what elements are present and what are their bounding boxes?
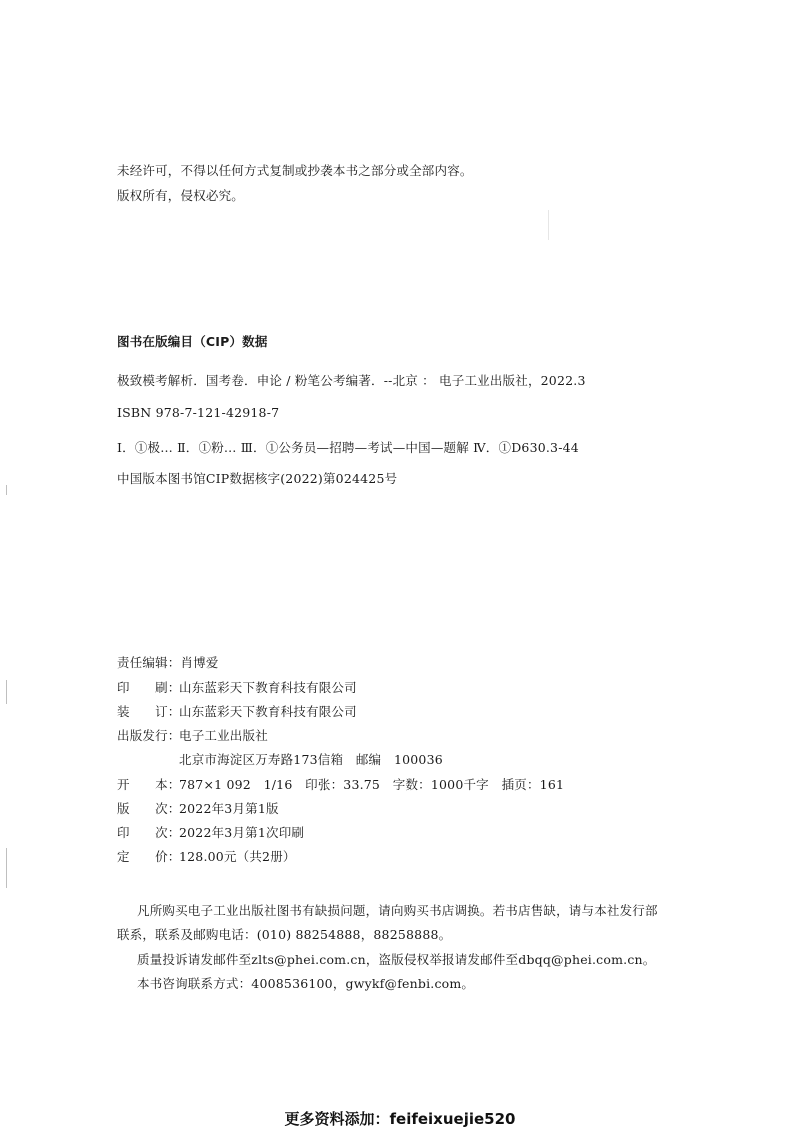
credit-impression [117,825,304,841]
credit-printing-value: 山东蓝彩天下教育科技有限公司 [179,680,357,695]
footer-contact: 更多资料添加：feifeixuejie520 [284,1110,516,1128]
cip-classification: Ⅰ．①极… Ⅱ．①粉… Ⅲ．①公务员—招聘—考试—中国—题解 Ⅳ．①D630.3-44 [117,440,579,455]
scan-artifact [6,848,7,888]
cip-title-line: 极致模考解析．国考卷．申论 / 粉笔公考编著．--北京 ： 电子工业出版社，2022.3 [117,373,586,388]
credit-publisher-label: 出版发行： [117,728,181,743]
cip-heading: 图书在版编目（CIP）数据 [117,334,268,349]
credit-editor-value: 肖博爱 [180,655,219,670]
notice-para3: 本书咨询联系方式：4008536100，gwykf@fenbi.com。 [137,976,475,991]
cip-record: 中国版本图书馆CIP数据核字(2022)第024425号 [117,471,398,486]
notice-para1-line1: 凡所购买电子工业出版社图书有缺损问题，请向购买书店调换。若书店售缺，请与本社发行部 [137,903,658,918]
credit-editor-label: 责任编辑： [117,655,181,670]
credit-impression-value: 2022年3月第1次印刷 [179,825,305,840]
credit-binding [117,704,357,720]
credit-publisher-value: 电子工业出版社 [179,728,268,743]
scan-artifact [6,485,7,495]
cip-isbn: ISBN 978-7-121-42918-7 [117,405,280,420]
credit-printing-label: 印 刷： [117,680,181,695]
credit-format [117,777,564,793]
credit-edition-label: 版 次： [117,801,181,816]
credit-price [117,849,296,865]
credit-binding-label: 装 订： [117,704,181,719]
credit-format-value: 787×1 092 1/16 印张：33.75 字数：1000千字 插页：161 [179,777,565,792]
credit-edition-value: 2022年3月第1版 [179,801,279,816]
copyright-line-1: 未经许可，不得以任何方式复制或抄袭本书之部分或全部内容。 [117,163,473,178]
scan-artifact [6,680,7,704]
notice-para1-line2: 联系，联系及邮购电话：(010) 88254888，88258888。 [117,927,452,942]
credit-binding-value: 山东蓝彩天下教育科技有限公司 [179,704,357,719]
credit-edition [117,801,279,817]
credit-editor [117,655,219,671]
copyright-line-2: 版权所有，侵权必究。 [117,188,245,203]
credit-publisher [117,728,268,744]
credit-format-label: 开 本： [117,777,181,792]
credit-impression-label: 印 次： [117,825,181,840]
credit-printing [117,680,357,696]
credit-price-value: 128.00元（共2册） [179,849,296,864]
credit-address: 北京市海淀区万寿路173信箱 邮编 100036 [179,752,443,767]
scan-artifact [548,210,549,240]
notice-para2: 质量投诉请发邮件至zlts@phei.com.cn，盗版侵权举报请发邮件至dbqq@phei.com.cn。 [137,952,656,967]
credit-price-label: 定 价： [117,849,181,864]
